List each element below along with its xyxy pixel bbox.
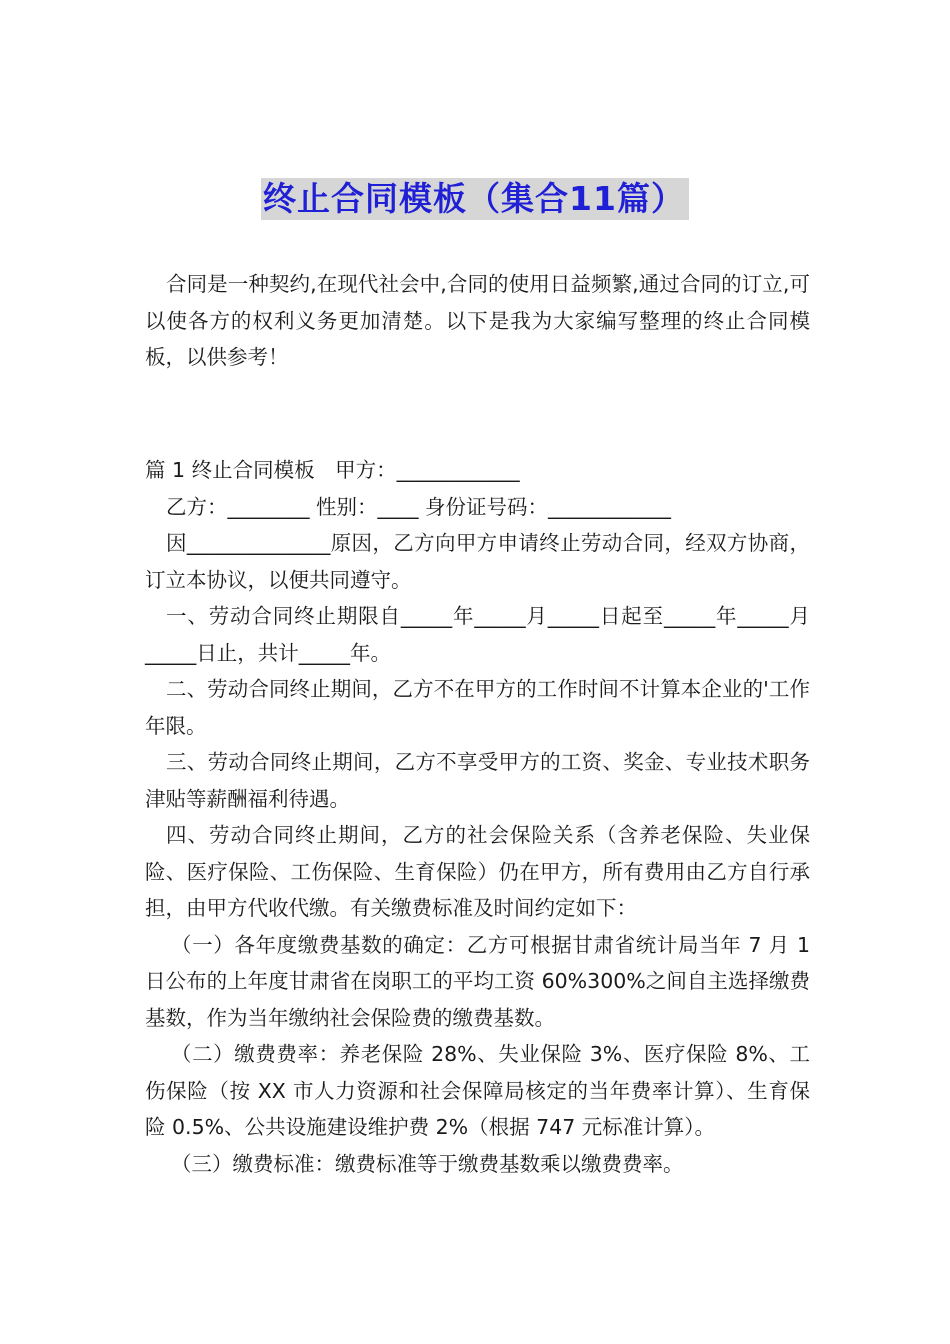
sub-clause-3: （三）缴费标准：缴费标准等于缴费基数乘以缴费费率。 <box>171 1151 684 1176</box>
document-title: 终止合同模板（集合11篇） <box>261 178 689 220</box>
intro-paragraph: 合同是一种契约,在现代社会中,合同的使用日益频繁,通过合同的订立,可以使各方的权利义务更加清楚。以下是我为大家编写整理的终止合同模板，以供参考！ <box>145 272 810 369</box>
reason-paragraph: 因______________原因，乙方向甲方申请终止劳动合同，经双方协商，订立本协议，以便共同遵守。 <box>145 531 810 592</box>
clause-2: 二、劳动合同终止期间，乙方不在甲方的工作时间不计算本企业的'工作年限。 <box>145 677 810 738</box>
sub-clause-2: （二）缴费费率：养老保险 28%、失业保险 3%、医疗保险 8%、工伤保险（按 XX 市人力资源和社会保障局核定的当年费率计算）、生育保险 0.5%、公共设施建设维护费 2%（根据 747 元标准计算）。 <box>145 1042 810 1139</box>
clause-3: 三、劳动合同终止期间，乙方不享受甲方的工资、奖金、专业技术职务津贴等薪酬福利待遇。 <box>145 750 810 811</box>
clause-4: 四、劳动合同终止期间，乙方的社会保险关系（含养老保险、失业保险、医疗保险、工伤保险、生育保险）仍在甲方，所有费用由乙方自行承担，由甲方代收代缴。有关缴费标准及时间约定如下： <box>145 823 810 920</box>
clause-1: 一、劳动合同终止期限自_____年_____月_____日起至_____年_____月_____日止，共计_____年。 <box>145 604 810 665</box>
intro-section <box>145 266 810 376</box>
contract-section <box>145 452 810 1182</box>
title-container <box>0 178 950 220</box>
contract-heading-line: 篇 1 终止合同模板 甲方：____________ <box>145 458 520 482</box>
sub-clause-1: （一）各年度缴费基数的确定：乙方可根据甘肃省统计局当年 7 月 1 日公布的上年度甘肃省在岗职工的平均工资 60%300%之间自主选择缴费基数，作为当年缴纳社会保险费的缴费基数。 <box>145 932 810 1030</box>
party-b-line: 乙方：________ 性别：____ 身份证号码：____________ <box>166 494 672 519</box>
